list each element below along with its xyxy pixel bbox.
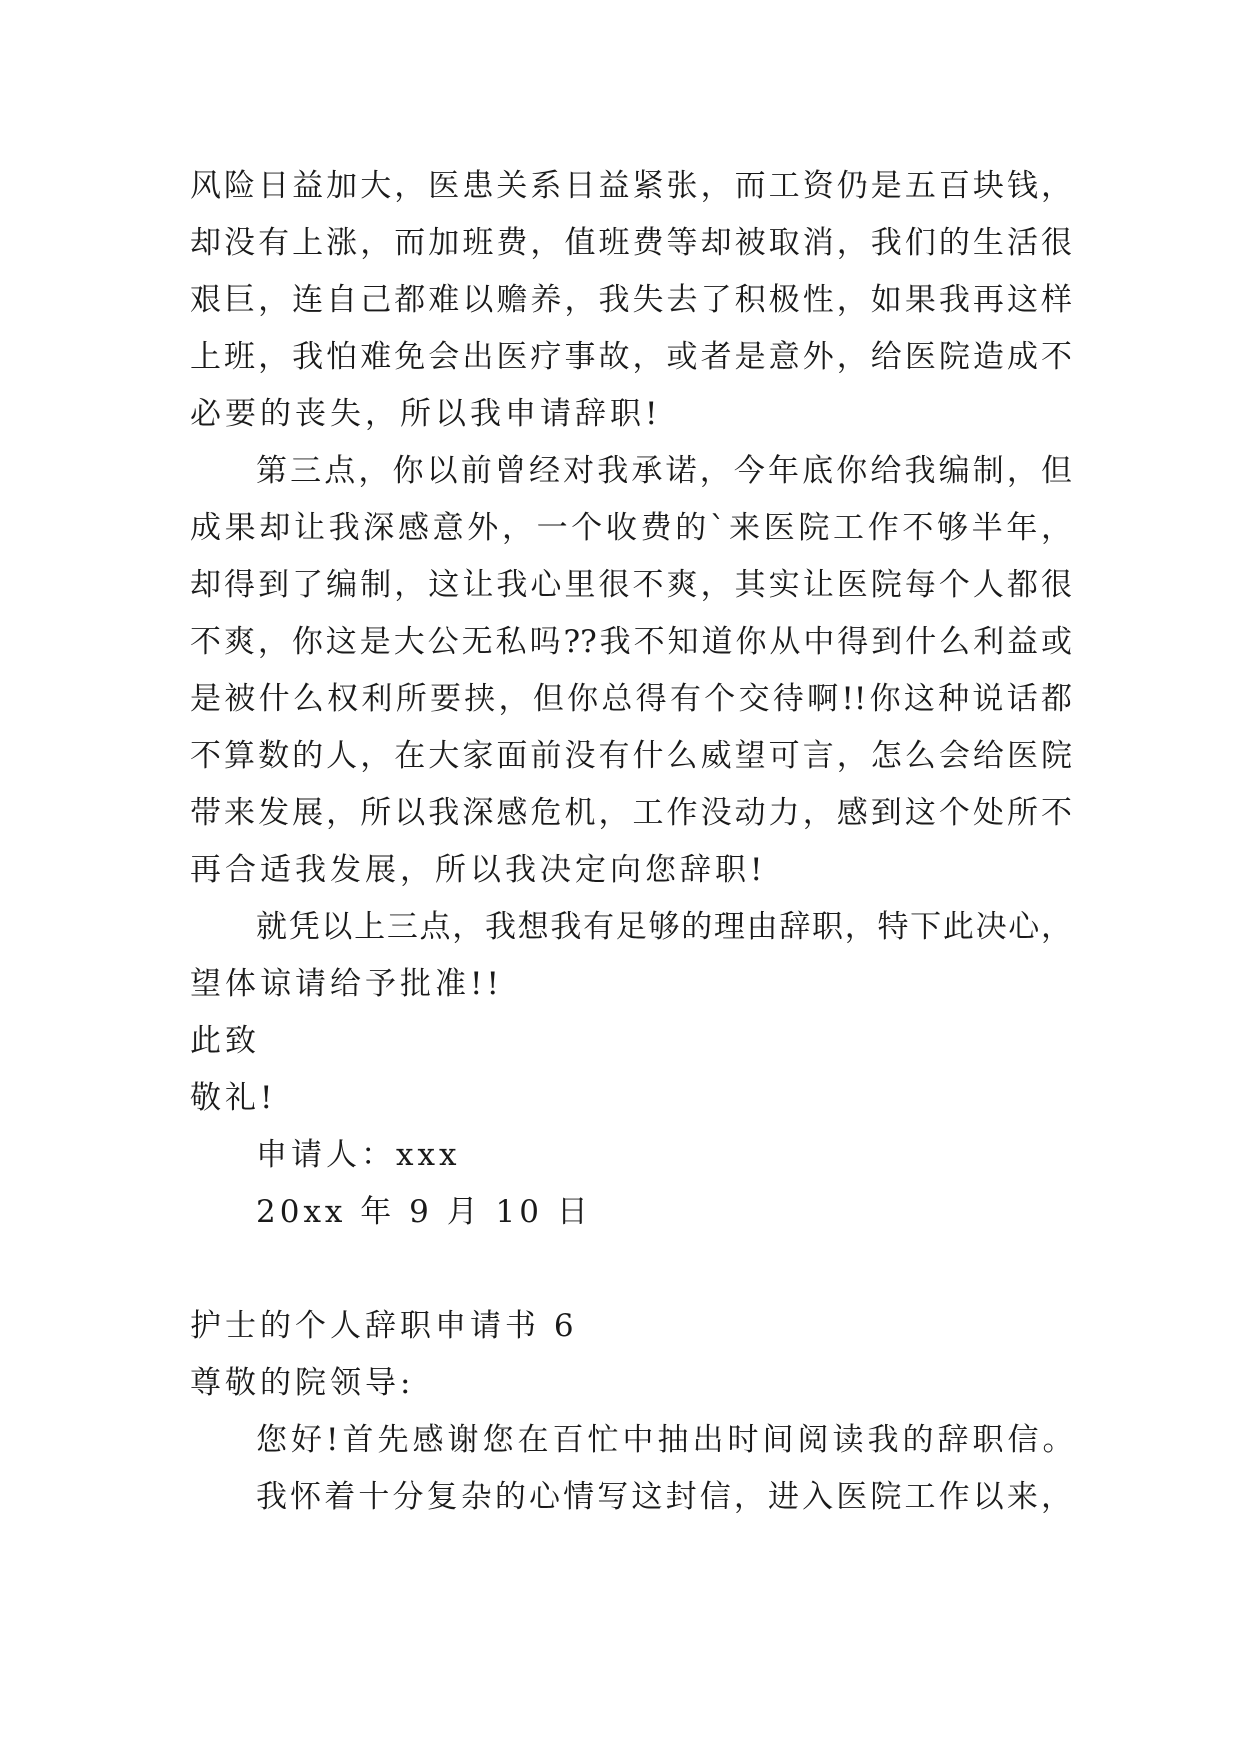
text-line: 第三点，你以前曾经对我承诺，今年底你给我编制，但 xyxy=(256,453,1072,489)
date-line: 20xx 年 9 月 10 日 xyxy=(256,1194,592,1230)
text-line: 却得到了编制，这让我心里很不爽，其实让医院每个人都很 xyxy=(190,567,1072,603)
text-line: 不算数的人，在大家面前没有什么威望可言，怎么会给医院 xyxy=(190,738,1072,774)
text-line: 风险日益加大，医患关系日益紧张，而工资仍是五百块钱， xyxy=(190,168,1072,204)
applicant-line: 申请人：xxx xyxy=(256,1137,461,1173)
closing-line: 此致 xyxy=(190,1023,260,1059)
text-line: 艰巨，连自己都难以赡养，我失去了积极性，如果我再这样 xyxy=(190,282,1072,318)
text-line: 上班，我怕难免会出医疗事故，或者是意外，给医院造成不 xyxy=(190,339,1072,375)
text-line: 我怀着十分复杂的心情写这封信，进入医院工作以来， xyxy=(256,1479,1072,1515)
text-line: 必要的丧失，所以我申请辞职! xyxy=(190,396,662,432)
text-line: 带来发展，所以我深感危机，工作没动力，感到这个处所不 xyxy=(190,795,1072,831)
text-line: 望体谅请给予批准!! xyxy=(190,966,503,1002)
text-line: 是被什么权利所要挟，但你总得有个交待啊!!你这种说话都 xyxy=(190,681,1072,717)
salutation: 尊敬的院领导: xyxy=(190,1365,415,1401)
closing-line: 敬礼! xyxy=(190,1080,277,1116)
text-line: 成果却让我深感意外，一个收费的`来医院工作不够半年， xyxy=(190,510,1072,546)
text-line: 您好!首先感谢您在百忙中抽出时间阅读我的辞职信。 xyxy=(256,1422,1078,1458)
text-line: 就凭以上三点，我想我有足够的理由辞职，特下此决心， xyxy=(256,909,1072,945)
text-line: 不爽，你这是大公无私吗??我不知道你从中得到什么利益或 xyxy=(190,624,1072,660)
text-line: 却没有上涨，而加班费，值班费等却被取消，我们的生活很 xyxy=(190,225,1072,261)
section-title: 护士的个人辞职申请书 6 xyxy=(190,1308,578,1344)
text-line: 再合适我发展，所以我决定向您辞职! xyxy=(190,852,767,888)
